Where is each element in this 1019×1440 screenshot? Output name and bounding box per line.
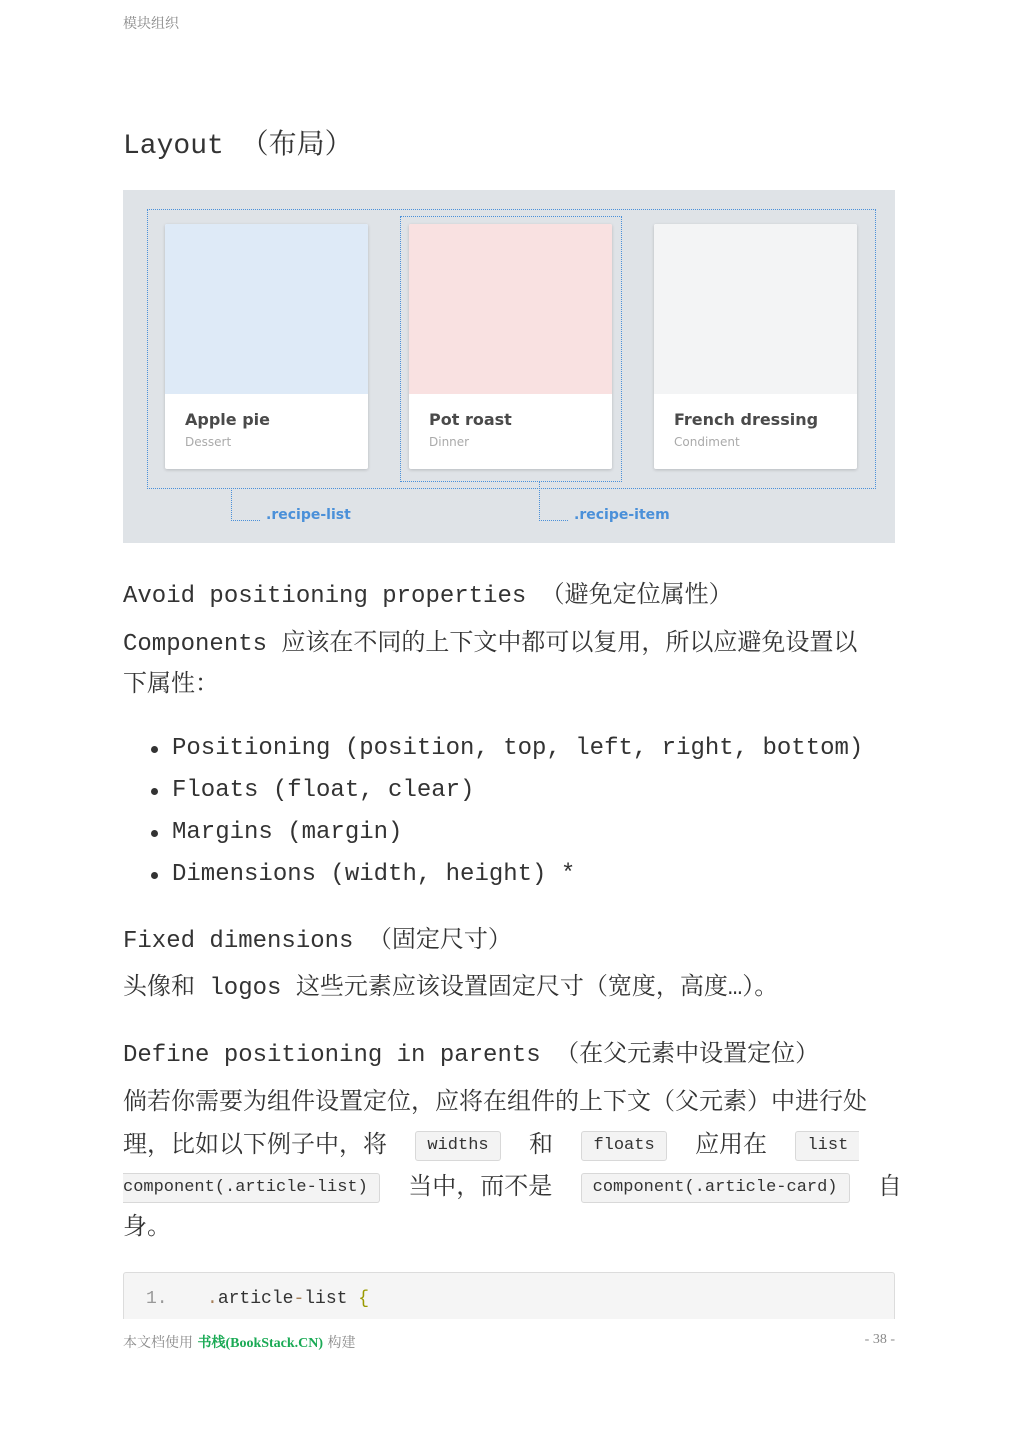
code-token: .	[207, 1289, 218, 1309]
code-token: list	[304, 1289, 348, 1309]
define-text: 和	[529, 1133, 554, 1160]
define-line2	[123, 1126, 859, 1167]
line-number: 1.	[146, 1289, 168, 1309]
item-connector	[539, 482, 568, 521]
card-subtitle: Dinner	[429, 435, 470, 449]
property-list	[123, 728, 863, 896]
inline-code-floats: floats	[581, 1131, 666, 1161]
list-item: Dimensions (width, height) *	[123, 854, 863, 896]
code-token: -	[293, 1289, 305, 1309]
recipe-item-label: .recipe-item	[574, 507, 670, 523]
list-item: Floats (float, clear)	[123, 770, 863, 812]
define-text: 自	[877, 1175, 902, 1202]
define-line4: 身。	[123, 1215, 171, 1242]
fixed-heading: Fixed dimensions （固定尺寸）	[123, 928, 512, 955]
inline-code-list: list	[795, 1131, 859, 1161]
card-title: French dressing	[674, 410, 819, 429]
footer-suffix: 构建	[327, 1335, 356, 1351]
card-subtitle: Condiment	[674, 435, 740, 449]
define-line1: 倘若你需要为组件设置定位，应将在组件的上下文（父元素）中进行处	[123, 1090, 867, 1117]
fixed-text: 头像和 logos 这些元素应该设置固定尺寸（宽度，高度…）。	[123, 975, 779, 1002]
card-subtitle: Dessert	[185, 435, 232, 449]
list-item: Positioning (position, top, left, right, bottom)	[123, 728, 863, 770]
define-line3	[123, 1168, 902, 1209]
code-block	[123, 1272, 895, 1319]
card-title: Apple pie	[185, 410, 270, 429]
card-image	[165, 224, 368, 394]
define-text: 理，比如以下例子中，将	[123, 1133, 387, 1160]
footer-brand-link[interactable]: 书栈(BookStack.CN)	[197, 1336, 324, 1351]
card-image	[409, 224, 612, 394]
recipe-card	[654, 224, 857, 469]
code-token: article	[217, 1289, 294, 1309]
layout-figure	[123, 190, 895, 543]
section-heading: Layout （布局）	[123, 131, 353, 162]
avoid-heading: Avoid positioning properties （避免定位属性）	[123, 583, 733, 610]
card-image	[654, 224, 857, 394]
running-header: 模块组织	[123, 16, 179, 32]
page-number: - 38 -	[864, 1332, 895, 1347]
define-text: 当中，而不是	[408, 1175, 553, 1202]
card-title: Pot roast	[429, 410, 512, 429]
recipe-card	[409, 224, 612, 469]
code-token: {	[358, 1289, 370, 1309]
define-heading: Define positioning in parents （在父元素中设置定位）	[123, 1042, 820, 1069]
list-item: Margins (margin)	[123, 812, 863, 854]
recipe-card	[165, 224, 368, 469]
avoid-intro-line1: Components 应该在不同的上下文中都可以复用，所以应避免设置以	[123, 631, 858, 658]
footer-credit	[123, 1332, 356, 1352]
recipe-list-label: .recipe-list	[266, 507, 351, 523]
inline-code-component-card: component(.article-card)	[581, 1173, 850, 1203]
code-line	[207, 1289, 369, 1309]
footer-prefix: 本文档使用	[123, 1335, 193, 1351]
inline-code-component-list: component(.article-list)	[123, 1173, 380, 1203]
define-text: 应用在	[695, 1133, 768, 1160]
inline-code-widths: widths	[415, 1131, 500, 1161]
list-connector	[231, 490, 260, 521]
avoid-intro-line2: 下属性：	[123, 672, 219, 699]
